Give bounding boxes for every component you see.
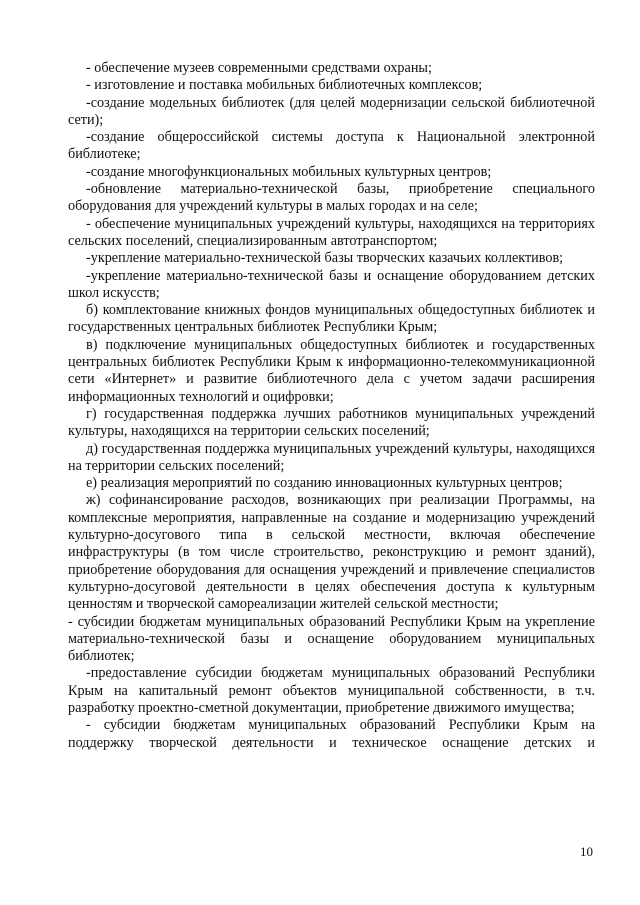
paragraph-national-electronic-library: -создание общероссийской системы доступа к Национальной электронной библиотеке; xyxy=(68,129,595,163)
paragraph-mobile-library-complexes: - изготовление и поставка мобильных библиотечных комплексов; xyxy=(86,77,483,94)
paragraph-v-internet-connection: в) подключение муниципальных общедоступных библиотек и государственных центральных библиотек Республики Крым к информационно-телекоммуникационной сети «Интернет» и развитие библиотечного дела с учетом задачи расширения информационных технологий и оцифровки; xyxy=(68,336,595,405)
paragraph-g-best-workers: г) государственная поддержка лучших работников муниципальных учреждений культуры, находящихся на территории сельских поселений; xyxy=(68,405,595,440)
paragraph-library-subsidies: - субсидии бюджетам муниципальных образований Республики Крым на укрепление материально-технической базы и оснащение оборудованием муниципальных библиотек; xyxy=(68,613,595,665)
paragraph-cossack-collectives: -укрепление материально-технической базы творческих казачьих коллективов; xyxy=(86,250,564,267)
paragraph-mobile-cultural-centers: -создание многофункциональных мобильных культурных центров; xyxy=(86,163,492,180)
paragraph-zh-cofinancing: ж) софинансирование расходов, возникающих при реализации Программы, на комплексные мероприятия, направленные на создание и модернизацию учреждений культурно-досугового типа в сельской местности, включая обеспечение инфраструктуры (в том числе строительство, реконструкцию и ремонт зданий), приобретение оборудования для оснащения учреждений и привлечение специалистов культурно-досуговой деятельности в целях обеспечения доступа к культурным ценностям и творческой самореализации жителей сельской местности; xyxy=(68,492,595,613)
paragraph-museum-security: - обеспечение музеев современными средствами охраны; xyxy=(86,60,432,76)
paragraph-creative-activity-subsidies: - субсидии бюджетам муниципальных образований Республики Крым на поддержку творческой деятельности и техническое оснащение детских и xyxy=(68,717,595,751)
paragraph-material-base-update: -обновление материально-технической базы, приобретение специального оборудования для учреждений культуры в малых городах и на селе; xyxy=(68,181,595,215)
paragraph-model-libraries: -создание модельных библиотек (для целей модернизации сельской библиотечной сети); xyxy=(68,94,595,128)
paragraph-capital-repair-subsidies: -предоставление субсидии бюджетам муниципальных образований Республики Крым на капитальный ремонт объектов муниципальной собственности, в т.ч. разработку проектно-сметной документации, приобретение движимого имущества; xyxy=(68,665,595,716)
paragraph-b-book-funds: б) комплектование книжных фондов муниципальных общедоступных библиотек и государственных центральных библиотек Республики Крым; xyxy=(68,302,595,336)
paragraph-e-innovative-centers: е) реализация мероприятий по созданию инновационных культурных центров; xyxy=(86,475,563,492)
document-body xyxy=(68,60,595,752)
page-number: 10 xyxy=(580,844,593,859)
paragraph-motor-transport: - обеспечение муниципальных учреждений культуры, находящихся на территориях сельских поселений, специализированным автотранспортом; xyxy=(68,215,595,249)
paragraph-d-best-institutions: д) государственная поддержка муниципальных учреждений культуры, находящихся на территории сельских поселений; xyxy=(68,440,595,474)
paragraph-art-schools: -укрепление материально-технической базы и оснащение оборудованием детских школ искусств; xyxy=(68,267,595,301)
